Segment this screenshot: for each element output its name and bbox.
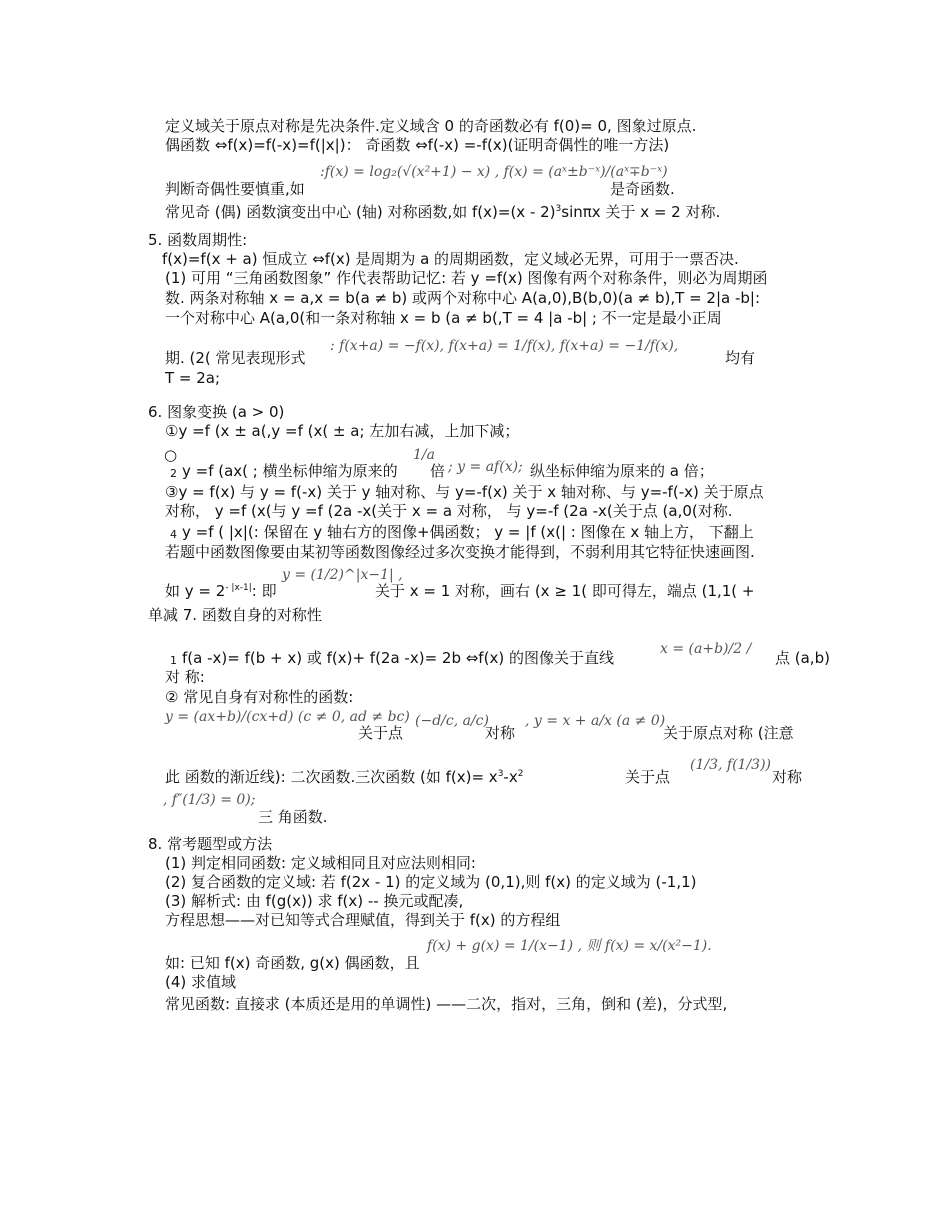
list-marker: ○ (164, 446, 178, 464)
text-line: 对称， y =f (x(与 y =f (2a -x(关于 x = a 对称， 与 y=-f (2a -x(关于点 (a,0(对称. (165, 502, 733, 520)
superscript: - |x-1| (225, 583, 252, 593)
text-line: 期. (2( 常见表现形式 (165, 349, 306, 367)
formula: y = (ax+b)/(cx+d) (c ≠ 0, ad ≠ bc) (165, 709, 410, 725)
text-segment: 如 y = 2 (165, 582, 226, 600)
text-line: 点 (a,b) (775, 649, 830, 667)
text-line: 定义域关于原点对称是先决条件.定义域含 0 的奇函数必有 f(0)= 0, 图象过原点. (165, 117, 697, 135)
text-line: (1) 可用 “三角函数图象” 作代表帮助记忆: 若 y =f(x) 图像有两个对称条件，则必为周期函 (165, 269, 768, 287)
formula: f(x) + g(x) = 1/(x−1) , 则 f(x) = x/(x²−1). (427, 938, 712, 954)
text-line (165, 768, 523, 786)
formula: (−d/c, a/c) (415, 713, 489, 729)
superscript: 2 (517, 769, 524, 779)
list-marker: 4 (170, 528, 177, 541)
text-line: 关于 x = 1 对称，画右 (x ≥ 1( 即可得左，端点 (1,1( + (375, 582, 755, 600)
text-segment: : 即 (251, 582, 277, 600)
formula: :f(x) = log₂(√(x²+1) − x) , f(x) = (aˣ±b⁻ˣ)/(aˣ∓b⁻ˣ) (320, 164, 668, 180)
formula: (1/3, f(1/3)) (690, 757, 771, 773)
formula: , y = x + a/x (a ≠ 0) (525, 713, 666, 729)
text-line: 一个对称中心 A(a,0(和一条对称轴 x = b (a ≠ b(,T = 4 |a -b| ; 不一定是最小正周 (165, 309, 722, 327)
section-heading: 6. 图象变换 (a > 0) (148, 403, 285, 421)
list-marker: 2 (170, 467, 177, 480)
text-line: 判断奇偶性要慎重,如 (165, 180, 305, 198)
text-line: y =f (ax( ; 横坐标伸缩为原来的 (182, 462, 398, 480)
superscript: 3 (555, 204, 562, 214)
text-line: 对称 (772, 768, 803, 786)
formula: , f″(1/3) = 0); (163, 792, 256, 808)
text-line: 对称 (485, 724, 516, 742)
formula: ; y = af(x); (448, 459, 523, 475)
text-segment: 此 函数的渐近线): 二次函数.三次函数 (如 f(x)= x (165, 768, 498, 786)
text-line: ①y =f (x ± a(,y =f (x( ± a; 左加右减，上加下减； (165, 422, 520, 440)
text-line: 关于点 (625, 768, 671, 786)
formula: y = (1/2)^|x−1| , (282, 567, 403, 583)
formula: : f(x+a) = −f(x), f(x+a) = 1/f(x), f(x+a) = −1/f(x), (330, 338, 679, 354)
text-line: 偶函数 ⇔f(x)=f(-x)=f(|x|)： 奇函数 ⇔f(-x) =-f(x)(证明奇偶性的唯一方法) (165, 136, 670, 154)
text-line: 常见函数: 直接求 (本质还是用的单调性) ——二次，指对，三角，倒和 (差)，分式型, (165, 995, 728, 1013)
text-line: (4) 求值域 (165, 973, 237, 991)
text-line: 方程思想——对已知等式合理赋值，得到关于 f(x) 的方程组 (165, 911, 561, 929)
list-marker: 1 (170, 654, 177, 667)
text-line: 纵坐标伸缩为原来的 a 倍； (530, 462, 714, 480)
text-line: (2) 复合函数的定义域: 若 f(2x - 1) 的定义域为 (0,1),则 f(x) 的定义域为 (-1,1) (165, 873, 697, 891)
text-line: 对 称: (165, 668, 205, 686)
text-line: 三 角函数. (258, 808, 328, 826)
text-line: 关于原点对称 (注意 (663, 724, 794, 742)
section-heading: 单减 7. 函数自身的对称性 (148, 606, 322, 624)
text-line (165, 203, 720, 221)
text-line: ② 常见自身有对称性的函数: (165, 688, 354, 706)
text-line: (3) 解析式: 由 f(g(x)) 求 f(x) -- 换元或配凑, (165, 892, 464, 910)
formula: x = (a+b)/2 / (660, 641, 752, 657)
text-segment: -x (503, 768, 518, 786)
section-heading: 8. 常考题型或方法 (148, 835, 273, 853)
formula: 1/a (413, 447, 435, 463)
text-line (165, 582, 277, 600)
text-line: 数. 两条对称轴 x = a,x = b(a ≠ b) 或两个对称中心 A(a,0),B(b,0)(a ≠ b),T = 2|a -b|: (165, 289, 761, 307)
text-line: 均有 (725, 349, 756, 367)
text-segment: sinπx 关于 x = 2 对称. (561, 203, 721, 221)
text-line: 倍 (430, 462, 446, 480)
text-line: 如: 已知 f(x) 奇函数, g(x) 偶函数，且 (165, 954, 420, 972)
text-line: ③y = f(x) 与 y = f(-x) 关于 y 轴对称、与 y=-f(x) 关于 x 轴对称、与 y=-f(-x) 关于原点 (165, 483, 764, 501)
text-line: y =f ( |x|(: 保留在 y 轴右方的图像+偶函数； y = |f (x(| : 图像在 x 轴上方， 下翻上 (182, 523, 754, 541)
text-line: f(x)=f(x + a) 恒成立 ⇔f(x) 是周期为 a 的周期函数，定义域必无界，可用于一票否决. (162, 250, 739, 268)
text-line: T = 2a; (165, 369, 221, 387)
section-heading: 5. 函数周期性: (148, 231, 248, 249)
text-line: f(a -x)= f(b + x) 或 f(x)+ f(2a -x)= 2b ⇔f(x) 的图像关于直线 (182, 649, 614, 667)
text-line: 关于点 (358, 724, 404, 742)
text-segment: 常见奇 (偶) 函数演变出中心 (轴) 对称函数,如 f(x)=(x - 2) (165, 203, 556, 221)
text-line: 是奇函数. (610, 180, 675, 198)
text-line: (1) 判定相同函数: 定义域相同且对应法则相同: (165, 854, 476, 872)
superscript: 3 (497, 769, 504, 779)
text-line: 若题中函数图像要由某初等函数图像经过多次变换才能得到，不弱利用其它特征快速画图. (165, 543, 755, 561)
